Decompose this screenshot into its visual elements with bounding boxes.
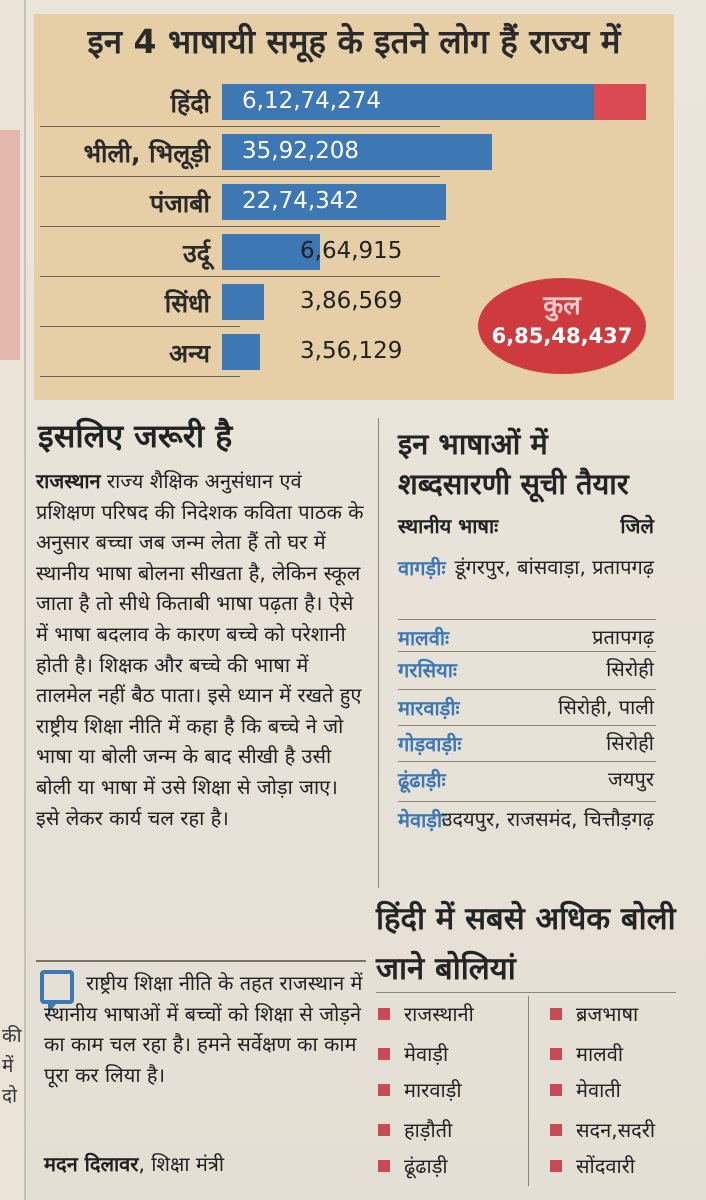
- column-divider: [528, 996, 529, 1186]
- bullet-square-icon: [550, 1048, 562, 1060]
- row-divider: [40, 226, 440, 227]
- row-divider: [40, 276, 440, 277]
- bar-category-label: सिंधी: [164, 289, 210, 318]
- dialect-label: मेवाड़ी: [404, 1042, 449, 1066]
- chart-title: इन 4 भाषायी समूह के इतने लोग हैं राज्य में: [87, 22, 621, 61]
- dictionary-language: वागड़ीः: [398, 556, 446, 580]
- bar: [222, 334, 260, 370]
- bar-category-label: उर्दू: [183, 239, 210, 268]
- row-divider: [398, 619, 656, 620]
- article-body: [36, 466, 366, 833]
- edge-text: की: [2, 1025, 22, 1047]
- bar-category-label: अन्य: [169, 339, 210, 368]
- dictionary-language: ढूंढाड़ीः: [398, 768, 446, 792]
- bar-value-label: 35,92,208: [242, 138, 360, 164]
- dictionary-districts: सिरोही: [606, 731, 654, 755]
- author-title: , शिक्षा मंत्री: [138, 1152, 225, 1176]
- dictionary-column-language: स्थानीय भाषाः: [398, 514, 499, 538]
- dialect-label: ब्रजभाषा: [576, 1002, 639, 1026]
- bullet-square-icon: [378, 1048, 390, 1060]
- dialect-item: [550, 1076, 621, 1103]
- row-divider: [398, 761, 656, 762]
- row-divider: [40, 376, 240, 377]
- dialect-item: [378, 1116, 452, 1143]
- column-divider: [378, 418, 379, 888]
- divider: [36, 960, 366, 962]
- total-label: कुल: [543, 291, 581, 321]
- quote-author: [44, 1150, 224, 1177]
- divider: [376, 992, 676, 993]
- bullet-square-icon: [550, 1160, 562, 1172]
- row-divider: [398, 725, 656, 726]
- dictionary-districts: प्रतापगढ़: [592, 625, 654, 649]
- bullet-square-icon: [378, 1008, 390, 1020]
- bar-total-remainder: [594, 84, 646, 120]
- bullet-square-icon: [378, 1160, 390, 1172]
- dictionary-language: गोड़वाड़ीः: [398, 732, 462, 756]
- bar-value-label: 6,12,74,274: [242, 88, 381, 114]
- dialect-item: [550, 1040, 623, 1067]
- bar-value-label: 22,74,342: [242, 188, 360, 214]
- bar-value-label: 3,86,569: [300, 288, 403, 314]
- dialect-item: [550, 1116, 655, 1143]
- bullet-square-icon: [550, 1084, 562, 1096]
- dialects-heading: हिंदी में सबसे अधिक बोली जाने बोलियां: [376, 901, 676, 987]
- edge-text: में: [2, 1055, 14, 1077]
- edge-color-block: [0, 130, 20, 360]
- article-text: राज्य शैक्षिक अनुसंधान एवं प्रशिक्षण परिषद की निदेशक कविता पाठक के अनुसार बच्चा जब जन्म लेता हैं तो घर में स्थानीय भाषा बोलना सीखता है, लेकिन स्कूल जाता है तो सीधे किताबी भाषा पढ़ता है। ऐसे में भाषा बदलाव के कारण बच्चे को परेशानी होती है। शिक्षक और बच्चे की भाषा में तालमेल नहीं बैठ पाता। इसे ध्यान में रखते हुए राष्ट्रीय शिक्षा नीति में कहा है कि बच्चे ने जो भाषा या बोली जन्म के बाद सीखी है उसी बोली या भाषा में उसे शिक्षा से जोड़ा जाए। इसे लेकर कार्य चल रहा है।: [36, 469, 364, 830]
- dialect-item: [378, 1000, 474, 1027]
- dialect-item: [550, 1000, 638, 1027]
- row-divider: [40, 176, 440, 177]
- dialect-label: सोंदवारी: [576, 1154, 635, 1178]
- dictionary-districts: सिरोही: [606, 657, 654, 681]
- dialect-item: [378, 1040, 448, 1067]
- dictionary-districts: डूंगरपुर, बांसवाड़ा, प्रतापगढ़: [454, 555, 654, 579]
- row-divider: [398, 651, 656, 652]
- total-badge: [478, 278, 646, 374]
- row-divider: [40, 126, 440, 127]
- total-value: 6,85,48,437: [491, 324, 633, 348]
- dialect-label: ढूंढाड़ी: [404, 1154, 448, 1178]
- dialect-label: हाड़ौती: [404, 1118, 453, 1142]
- article-heading: इसलिए जरूरी है: [38, 417, 233, 455]
- dialect-item: [378, 1152, 448, 1179]
- dictionary-heading: इन भाषाओं में शब्दसारणी सूची तैयार: [398, 427, 629, 501]
- dictionary-language: मेवाड़ीः: [398, 808, 447, 832]
- dictionary-districts: सिरोही, पाली: [558, 695, 654, 719]
- dialect-item: [378, 1076, 462, 1103]
- row-divider: [398, 801, 656, 802]
- dialect-label: मेवाती: [576, 1078, 621, 1102]
- row-divider: [398, 689, 656, 690]
- dictionary-language: मारवाड़ीः: [398, 696, 460, 720]
- dialect-item: [550, 1152, 635, 1179]
- author-name: मदन दिलावर: [44, 1152, 139, 1176]
- bar-value-label: 6,64,915: [300, 238, 403, 264]
- dictionary-districts: जयपुर: [608, 767, 654, 791]
- bar-category-label: हिंदी: [170, 89, 210, 118]
- dialect-label: सदन,सदरी: [576, 1118, 656, 1142]
- edge-text: दो: [2, 1085, 18, 1107]
- dictionary-column-district: जिले: [620, 514, 654, 538]
- dictionary-language: गरसियाः: [398, 658, 457, 682]
- previous-column-edge: [0, 0, 26, 1200]
- bullet-square-icon: [378, 1084, 390, 1096]
- dialect-label: मालवी: [576, 1042, 623, 1066]
- bar-category-label: भीली, भिलूड़ी: [83, 139, 210, 168]
- dialect-label: मारवाड़ी: [404, 1078, 462, 1102]
- quote-text: राष्ट्रीय शिक्षा नीति के तहत राजस्थान में स्थानीय भाषाओं में बच्चों को शिक्षा से जोड़ने का काम चल रहा है। हमने सर्वेक्षण का काम पूरा कर लिया है।: [44, 971, 363, 1087]
- dialect-label: राजस्थानी: [404, 1002, 474, 1026]
- bar: [222, 284, 264, 320]
- row-divider: [40, 326, 240, 327]
- dictionary-language: मालवीः: [398, 626, 450, 650]
- bar-category-label: पंजाबी: [150, 189, 210, 218]
- dictionary-districts: उदयपुर, राजसमंद, चित्तौड़गढ़: [441, 807, 654, 831]
- bullet-square-icon: [378, 1124, 390, 1136]
- bullet-square-icon: [550, 1124, 562, 1136]
- bar-value-label: 3,56,129: [300, 338, 403, 364]
- article-lead-word: राजस्थान: [36, 469, 101, 493]
- bullet-square-icon: [550, 1008, 562, 1020]
